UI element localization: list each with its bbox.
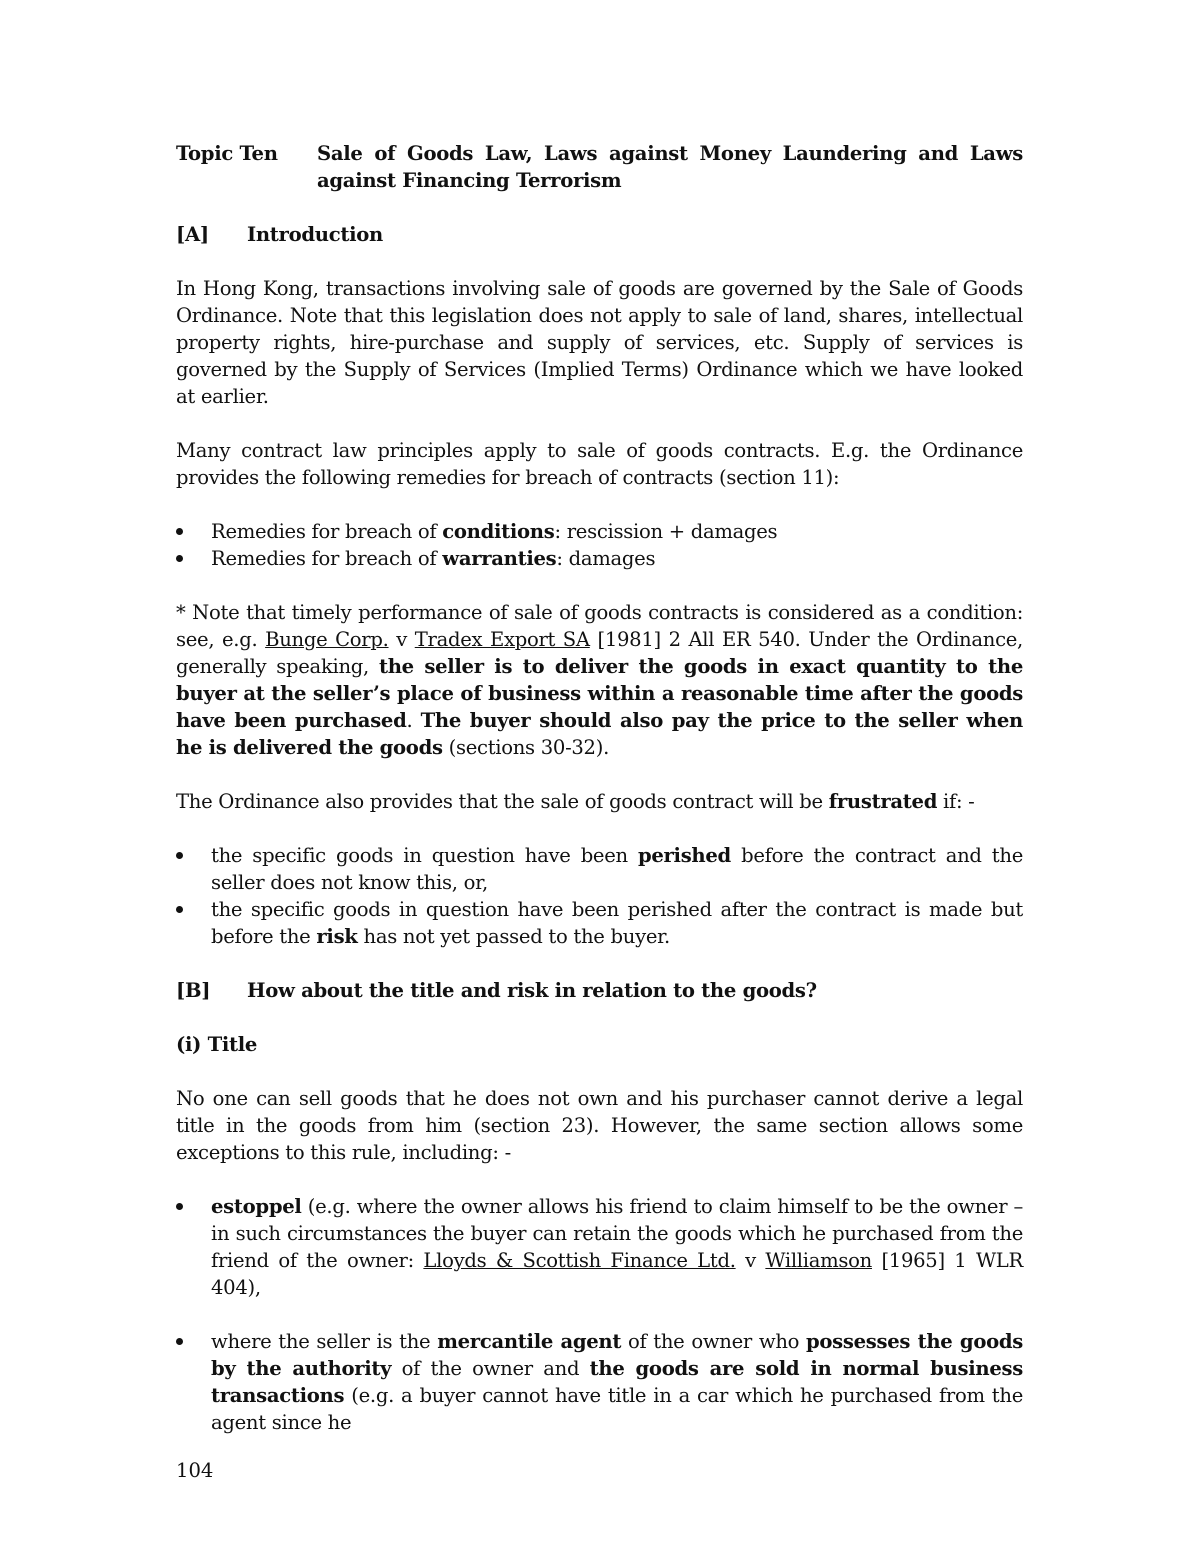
case-name: Bunge Corp. — [265, 628, 389, 651]
section-a-label: [A] — [176, 223, 209, 246]
document-page — [176, 140, 1023, 1436]
list-item: the specific goods in question have been perished after the contract is made but before the risk has not yet passed to the buyer. — [176, 896, 1023, 950]
intro-paragraph: In Hong Kong, transactions involving sale of goods are governed by the Sale of Goods Ordinance. Note that this legislation does not apply to sale of land, shares, intellectual property rights, hire-purchase and supply of services, etc. Supply of services is governed by the Supply of Services (Implied Terms) Ordinance which we have looked at earlier. — [176, 277, 1023, 408]
case-name: Williamson — [765, 1249, 872, 1272]
list-item: the specific goods in question have been perished before the contract and the seller does not know this, or, — [176, 842, 1023, 896]
topic-label: Topic Ten — [176, 142, 278, 165]
section-b-label: [B] — [176, 979, 211, 1002]
case-name: Lloyds & Scottish Finance Ltd. — [423, 1249, 736, 1272]
frustration-list — [176, 842, 1023, 950]
list-item: Remedies for breach of warranties: damages — [176, 545, 1023, 572]
remedies-list — [176, 518, 1023, 572]
topic-title: Sale of Goods Law, Laws against Money Laundering and Laws against Financing Terrorism — [317, 142, 1023, 192]
list-item: estoppel (e.g. where the owner allows his friend to claim himself to be the owner – in such circumstances the buyer can retain the goods which he purchased from the friend of the owner: Lloyds & Scottish Finance Ltd. v Williamson [1965] 1 WLR 404), — [176, 1193, 1023, 1301]
list-item: Remedies for breach of conditions: rescission + damages — [176, 518, 1023, 545]
page-number: 104 — [176, 1459, 214, 1482]
section-a-heading — [176, 221, 1023, 248]
section-b-title: How about the title and risk in relation to the goods? — [247, 979, 817, 1002]
list-item: where the seller is the mercantile agent of the owner who possesses the goods by the authority of the owner and the goods are sold in normal business transactions (e.g. a buyer cannot have title in a car which he purchased from the agent since he — [176, 1328, 1023, 1436]
title-paragraph: No one can sell goods that he does not own and his purchaser cannot derive a legal title in the goods from him (section 23). However, the same section allows some exceptions to this rule, including: - — [176, 1087, 1023, 1164]
section-a-title: Introduction — [247, 223, 383, 246]
timely-performance-note: * Note that timely performance of sale of goods contracts is considered as a condition: see, e.g. Bunge Corp. v Tradex Export SA [1981] 2 All ER 540. Under the Ordinance, generally speaking, the seller is to deliver the goods in exact quantity to the buyer at the seller’s place of business within a reasonable time after the goods have been purchased. The buyer should also pay the price to the seller when he is delivered the goods (sections 30-32). — [176, 601, 1024, 759]
title-subheading: (i) Title — [176, 1033, 258, 1056]
section-b-heading — [176, 977, 1023, 1004]
frustration-paragraph: The Ordinance also provides that the sale of goods contract will be frustrated if: - — [176, 790, 975, 813]
case-name: Tradex Export SA — [414, 628, 590, 651]
exceptions-list — [176, 1193, 1023, 1436]
contract-principles-paragraph: Many contract law principles apply to sale of goods contracts. E.g. the Ordinance provides the following remedies for breach of contracts (section 11): — [176, 439, 1023, 489]
topic-heading — [176, 140, 1023, 194]
